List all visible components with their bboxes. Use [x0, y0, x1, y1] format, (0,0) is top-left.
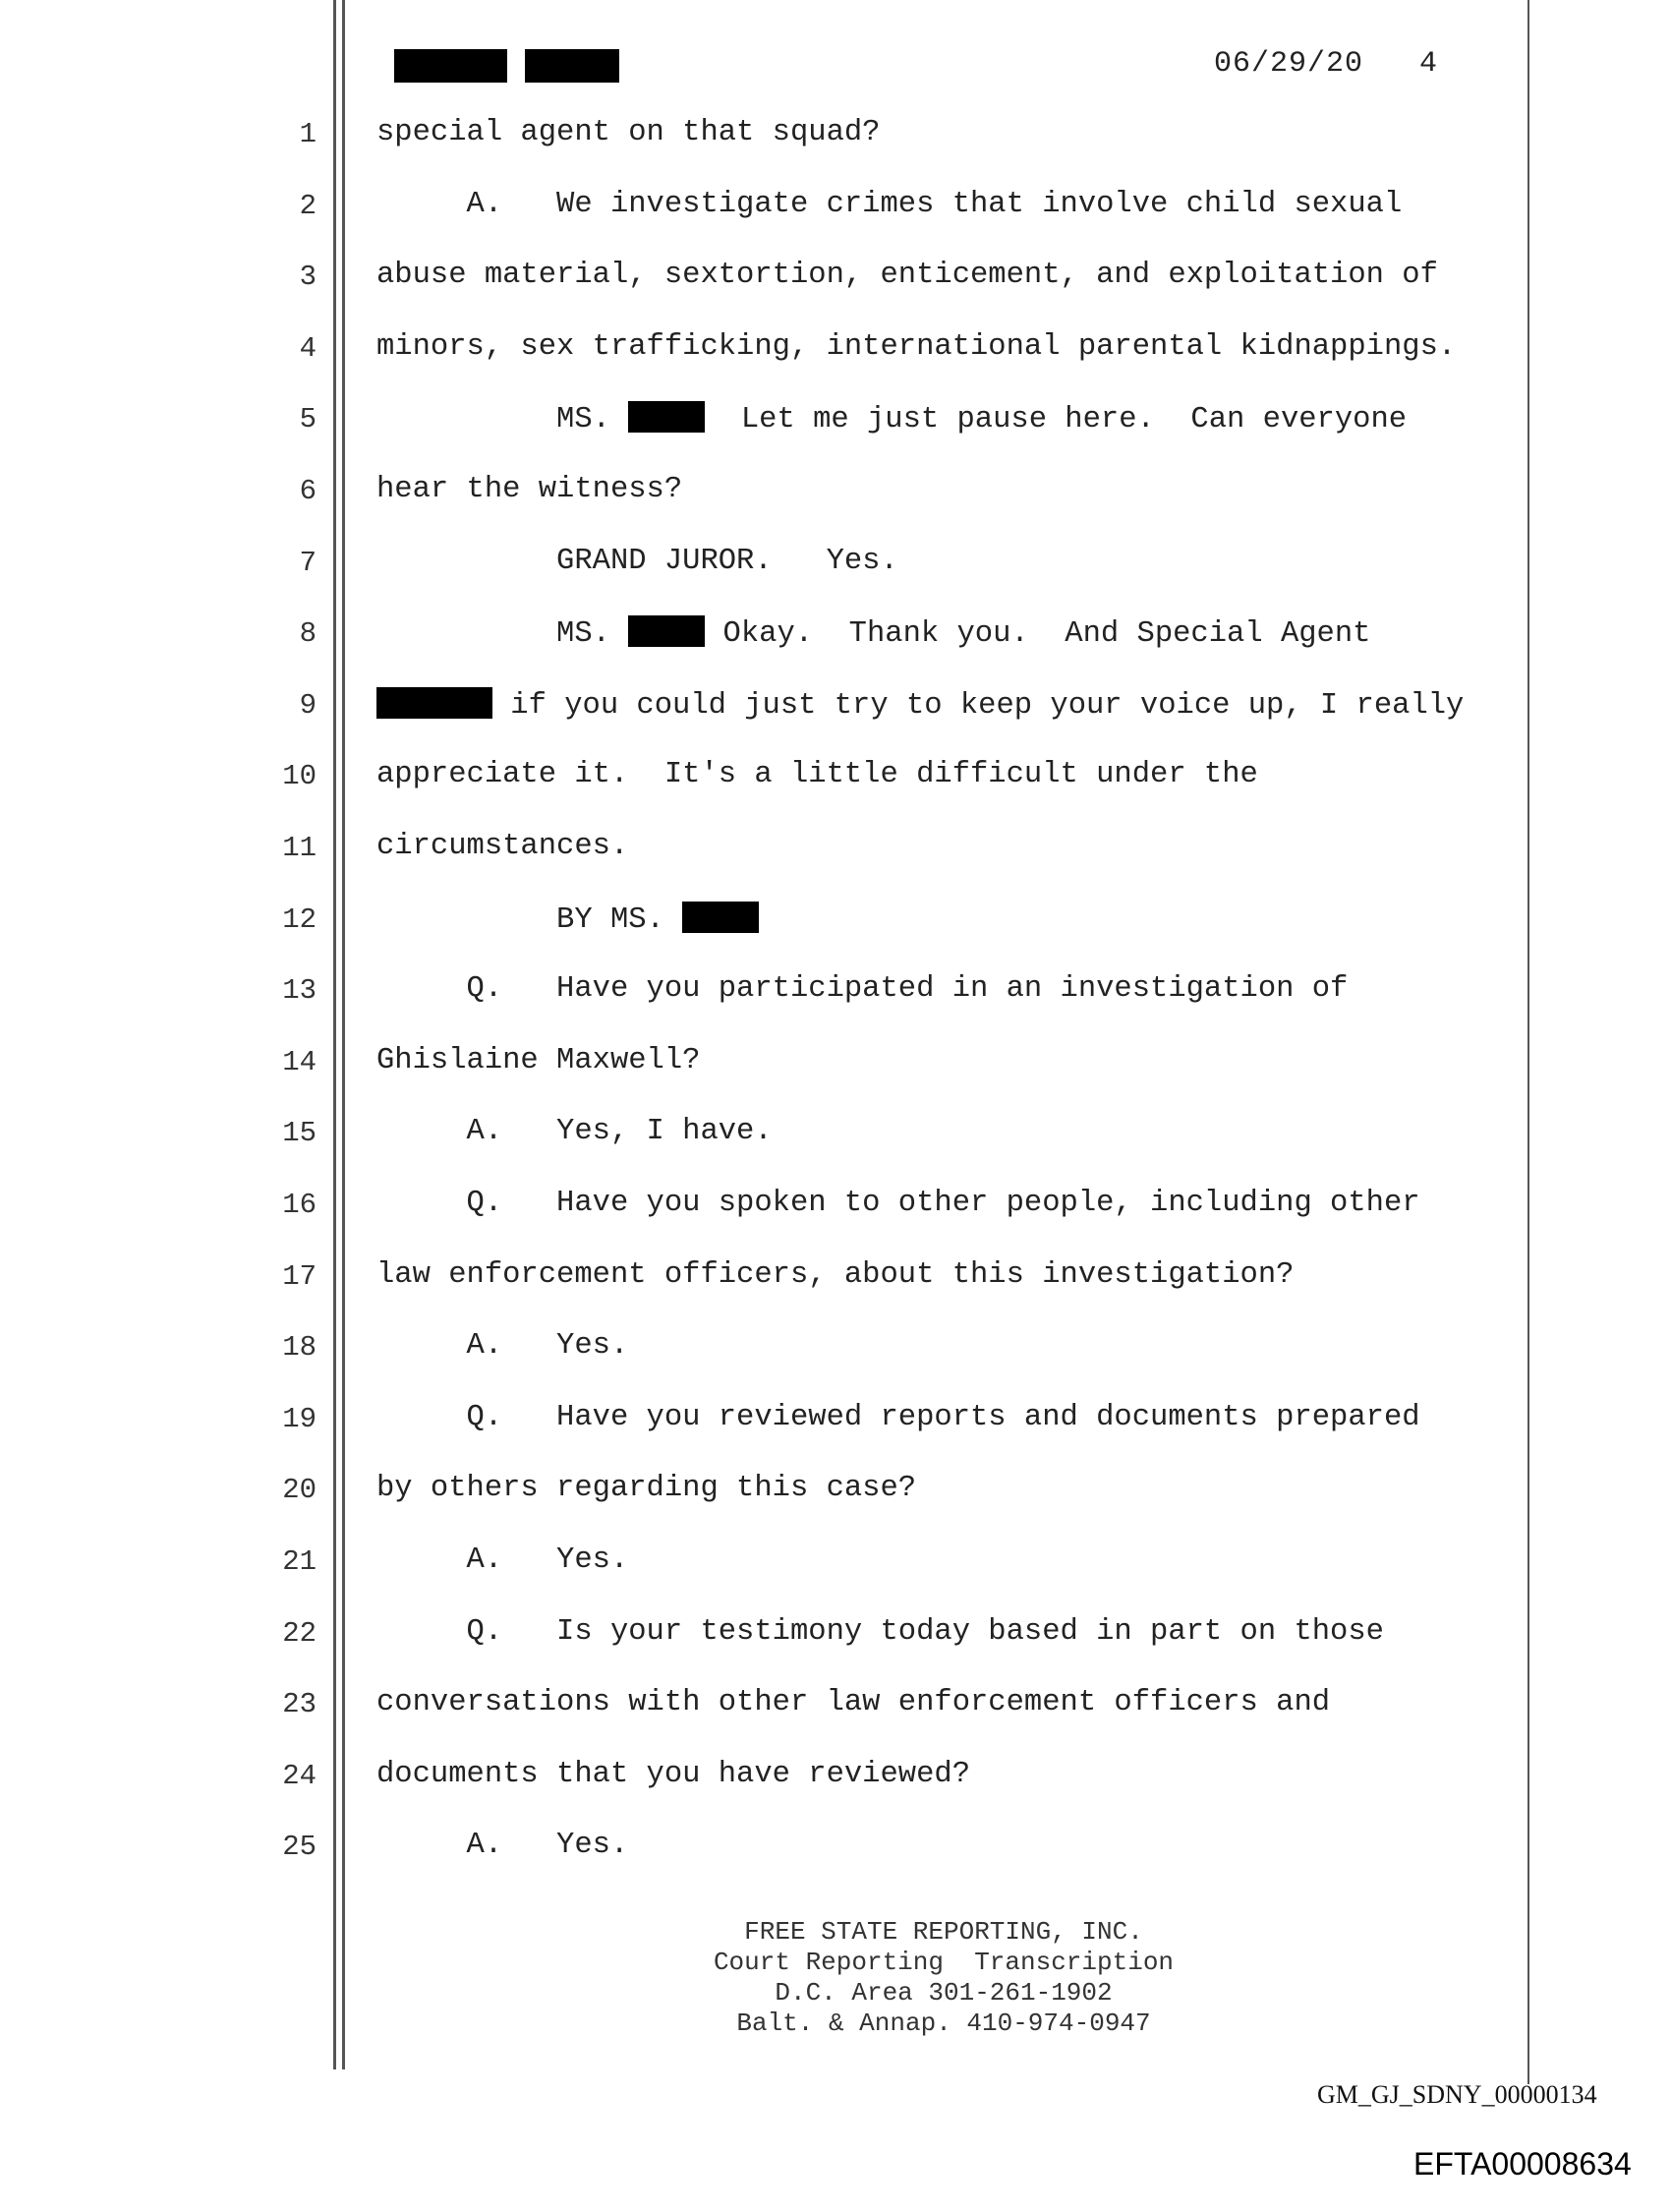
line-number: 23	[282, 1688, 317, 1720]
transcript-line	[376, 401, 1407, 437]
transcript-line	[376, 1115, 773, 1148]
line-number: 6	[299, 475, 317, 507]
transcript-line	[376, 1044, 700, 1077]
line-number: 15	[282, 1117, 317, 1149]
line-number: 20	[282, 1474, 317, 1506]
transcript-line	[376, 758, 1258, 791]
redaction-box	[628, 401, 705, 433]
line-number: 14	[282, 1046, 317, 1078]
line-number: 9	[299, 689, 317, 722]
line-text: GRAND JUROR. Yes.	[376, 545, 898, 578]
line-text: by others regarding this case?	[376, 1472, 917, 1505]
transcript-line	[376, 116, 880, 149]
line-number: 13	[282, 974, 317, 1007]
line-number: 7	[299, 547, 317, 579]
line-text: special agent on that squad?	[376, 116, 881, 149]
line-number: 10	[282, 760, 317, 792]
transcript-line	[376, 1329, 628, 1363]
transcript-line	[376, 1258, 1294, 1292]
line-text: hear the witness?	[376, 473, 683, 506]
transcript-line	[376, 1829, 628, 1862]
transcript-line	[376, 830, 628, 863]
line-text: A. We investigate crimes that involve child sexual	[376, 188, 1403, 221]
line-text: BY MS.	[376, 903, 683, 937]
transcript-line	[376, 330, 1456, 364]
transcript-line	[376, 1686, 1330, 1719]
header-redaction-2	[525, 49, 619, 83]
line-text: Q. Is your testimony today based in part on those	[376, 1615, 1384, 1649]
reporter-footer	[550, 1917, 1337, 2039]
line-text: Okay. Thank you. And Special Agent	[705, 617, 1371, 651]
footer-company: FREE STATE REPORTING, INC.	[744, 1917, 1143, 1947]
right-margin-rule	[1527, 0, 1529, 2084]
line-number: 3	[299, 261, 317, 293]
redaction-box	[682, 902, 759, 933]
transcript-line	[376, 902, 759, 937]
transcript-line	[376, 972, 1348, 1006]
line-text: law enforcement officers, about this investigation?	[376, 1258, 1295, 1292]
transcript-line	[376, 687, 1464, 723]
transcript-line	[376, 473, 682, 506]
line-text: Q. Have you spoken to other people, including other	[376, 1187, 1420, 1220]
line-text: Q. Have you participated in an investigation of	[376, 972, 1349, 1006]
line-text: MS.	[376, 617, 629, 651]
transcript-line	[376, 1758, 970, 1791]
line-number: 25	[282, 1831, 317, 1863]
footer-services: Court Reporting Transcription	[713, 1948, 1175, 1977]
line-text: Let me just pause here. Can everyone	[705, 403, 1408, 437]
left-margin-rule-inner	[342, 0, 345, 2069]
line-text: if you could just try to keep your voice up, I really	[492, 689, 1465, 723]
line-number: 18	[282, 1331, 317, 1364]
line-text: A. Yes.	[376, 1543, 629, 1577]
page-number: 4	[1419, 47, 1439, 81]
line-number: 4	[299, 332, 317, 365]
left-margin-rule-outer	[333, 0, 336, 2069]
line-number: 22	[282, 1617, 317, 1650]
line-text: MS.	[376, 403, 629, 437]
line-number: 2	[299, 190, 317, 222]
line-text: circumstances.	[376, 830, 629, 863]
line-text: A. Yes.	[376, 1329, 629, 1363]
footer-dc-phone: D.C. Area 301-261-1902	[775, 1978, 1113, 2008]
line-text: documents that you have reviewed?	[376, 1758, 970, 1791]
line-number: 24	[282, 1760, 317, 1792]
transcript-line	[376, 1615, 1384, 1649]
line-number: 5	[299, 403, 317, 436]
redaction-box	[376, 687, 492, 719]
transcript-line	[376, 1543, 628, 1577]
header-date: 06/29/20	[1214, 47, 1364, 81]
line-number: 16	[282, 1189, 317, 1221]
transcript-line	[376, 1401, 1420, 1434]
line-text: Q. Have you reviewed reports and documents prepared	[376, 1401, 1420, 1434]
footer-balt-phone: Balt. & Annap. 410-974-0947	[736, 2008, 1151, 2038]
line-number: 8	[299, 617, 317, 650]
line-text: conversations with other law enforcement officers and	[376, 1686, 1331, 1719]
line-number: 12	[282, 903, 317, 936]
line-number: 1	[299, 118, 317, 150]
line-number: 19	[282, 1403, 317, 1435]
line-text: A. Yes.	[376, 1829, 629, 1862]
efta-number: EFTA00008634	[1413, 2146, 1632, 2182]
transcript-line	[376, 259, 1438, 292]
line-text: appreciate it. It's a little difficult under the	[376, 758, 1258, 791]
redaction-box	[628, 615, 705, 647]
header-redaction-1	[394, 49, 507, 83]
line-text: A. Yes, I have.	[376, 1115, 773, 1148]
line-text: abuse material, sextortion, enticement, and exploitation of	[376, 259, 1438, 292]
line-number: 17	[282, 1260, 317, 1293]
page-header	[1214, 47, 1438, 81]
transcript-line	[376, 188, 1402, 221]
line-number: 21	[282, 1545, 317, 1578]
line-number: 11	[282, 832, 317, 864]
line-text: minors, sex trafficking, international parental kidnappings.	[376, 330, 1457, 364]
transcript-line	[376, 615, 1370, 651]
transcript-line	[376, 1187, 1420, 1220]
transcript-line	[376, 545, 898, 578]
transcript-line	[376, 1472, 916, 1505]
line-text: Ghislaine Maxwell?	[376, 1044, 701, 1077]
bates-number: GM_GJ_SDNY_00000134	[1317, 2080, 1597, 2109]
